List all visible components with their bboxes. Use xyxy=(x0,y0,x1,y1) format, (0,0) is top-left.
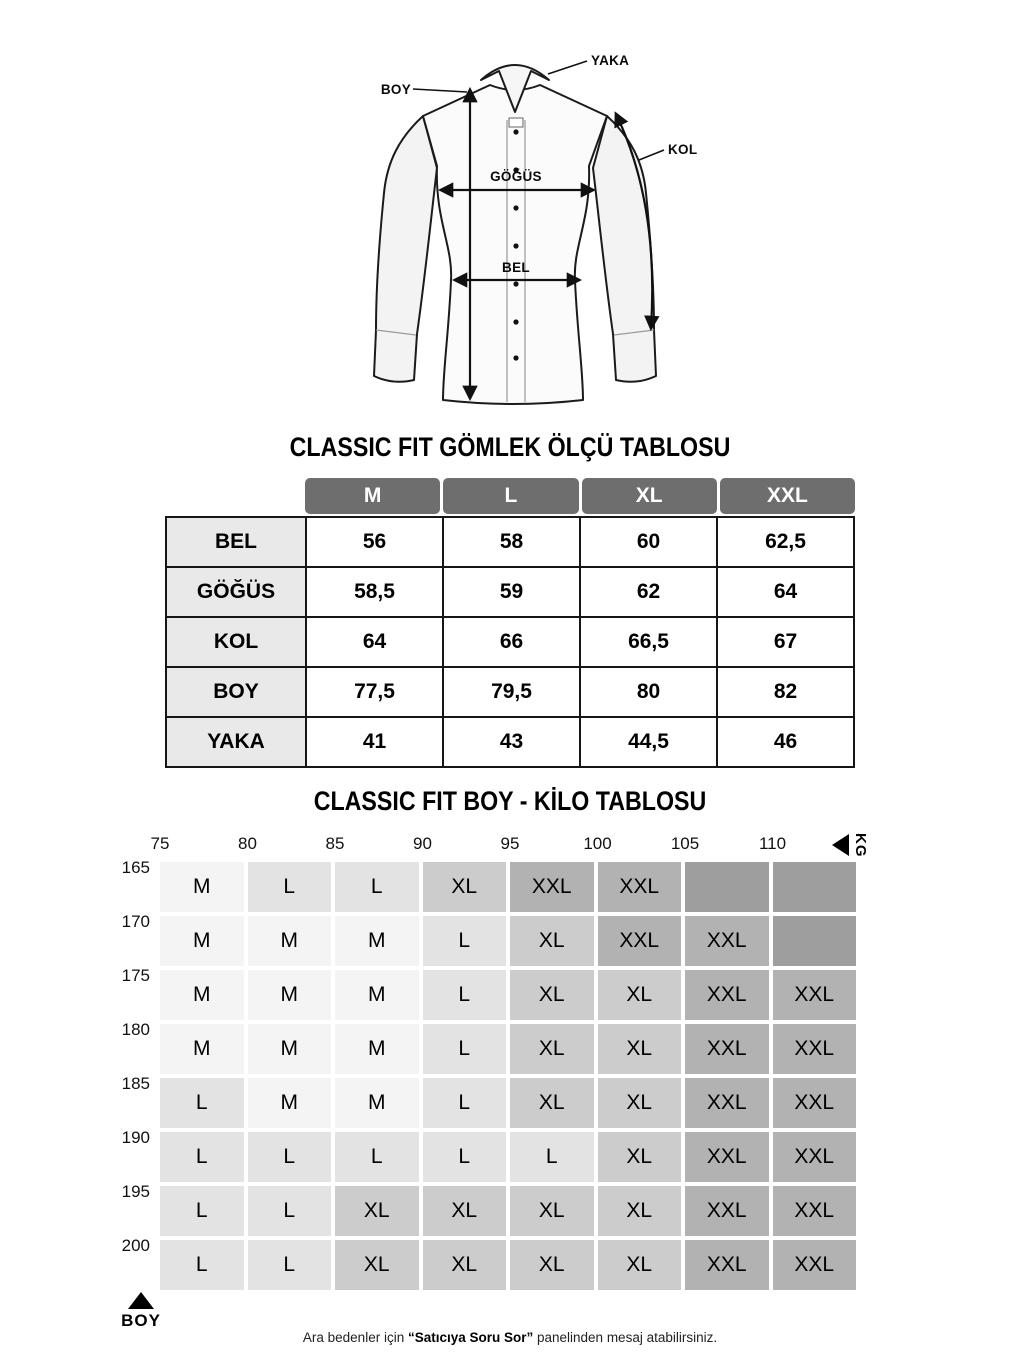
matrix-cell-xl: XL xyxy=(598,1078,682,1128)
matrix-cell-l: L xyxy=(423,916,507,966)
matrix-cell-xxl: XXL xyxy=(685,1078,769,1128)
size-table-row xyxy=(166,717,854,767)
boy-axis-label: BOY xyxy=(121,1311,161,1330)
matrix-cell-l: L xyxy=(160,1186,244,1236)
matrix-cell-l: L xyxy=(423,1078,507,1128)
matrix-cell-m: M xyxy=(160,862,244,912)
matrix-cell-xxl: XXL xyxy=(685,1132,769,1182)
matrix-cell-m: M xyxy=(248,1024,332,1074)
size-value-cell: 66,5 xyxy=(580,617,717,667)
size-table-title: CLASSIC FIT GÖMLEK ÖLÇÜ TABLOSU xyxy=(289,432,731,462)
boy-arrow-icon xyxy=(128,1292,154,1309)
kg-tick-labels xyxy=(150,834,856,858)
matrix-cell-l: L xyxy=(248,1240,332,1290)
kg-tick-label: 85 xyxy=(325,834,345,853)
matrix-cell-xxl: XXL xyxy=(773,1240,857,1290)
kg-tick-label: 110 xyxy=(758,834,787,853)
size-value-cell: 43 xyxy=(443,717,580,767)
matrix-cell-xxl: XXL xyxy=(685,1186,769,1236)
matrix-cell-l: L xyxy=(160,1132,244,1182)
size-table-row xyxy=(166,517,854,567)
button xyxy=(513,319,518,324)
label-yaka: YAKA xyxy=(591,53,630,68)
matrix-cell-m: M xyxy=(160,970,244,1020)
size-table-body xyxy=(165,516,855,768)
shirt-measurement-diagram xyxy=(285,28,745,420)
size-value-cell: 64 xyxy=(717,567,854,617)
size-value-cell: 64 xyxy=(306,617,443,667)
matrix-cell-xl: XL xyxy=(335,1186,419,1236)
button xyxy=(513,281,518,286)
matrix-cell-empty xyxy=(773,916,857,966)
matrix-cell-l: L xyxy=(423,970,507,1020)
size-column-header: XL xyxy=(582,478,717,514)
matrix-cell-l: L xyxy=(423,1132,507,1182)
matrix-cell-xxl: XXL xyxy=(773,1024,857,1074)
matrix-cell-xl: XL xyxy=(335,1240,419,1290)
matrix-cell-xl: XL xyxy=(598,1024,682,1074)
yaka-leader-line xyxy=(548,61,587,74)
size-column-header: XXL xyxy=(720,478,855,514)
size-row-label: GÖĞÜS xyxy=(166,567,306,617)
kg-axis-label: KG xyxy=(852,833,869,858)
size-value-cell: 41 xyxy=(306,717,443,767)
label-bel: BEL xyxy=(502,260,530,275)
size-table-row xyxy=(166,567,854,617)
matrix-cell-l: L xyxy=(335,1132,419,1182)
footer-text-prefix: Ara bedenler için xyxy=(302,1330,408,1345)
matrix-cell-xxl: XXL xyxy=(510,862,594,912)
height-tick-labels xyxy=(104,858,150,1290)
matrix-cell-xl: XL xyxy=(510,1186,594,1236)
matrix-cell-xl: XL xyxy=(510,970,594,1020)
size-value-cell: 67 xyxy=(717,617,854,667)
height-weight-matrix xyxy=(121,834,856,1290)
matrix-cell-xxl: XXL xyxy=(685,1024,769,1074)
matrix-cell-m: M xyxy=(160,916,244,966)
kg-tick-label: 105 xyxy=(670,834,700,853)
matrix-cell-m: M xyxy=(335,916,419,966)
matrix-cell-m: M xyxy=(335,1024,419,1074)
kol-leader-line xyxy=(639,150,664,160)
matrix-cell-xxl: XXL xyxy=(685,1240,769,1290)
matrix-cell-xl: XL xyxy=(510,1024,594,1074)
matrix-cell-l: L xyxy=(248,1132,332,1182)
matrix-cell-l: L xyxy=(248,1186,332,1236)
matrix-cell-l: L xyxy=(160,1078,244,1128)
size-value-cell: 44,5 xyxy=(580,717,717,767)
size-value-cell: 58,5 xyxy=(306,567,443,617)
matrix-cell-l: L xyxy=(423,1024,507,1074)
matrix-cell-xxl: XXL xyxy=(773,1186,857,1236)
size-value-cell: 58 xyxy=(443,517,580,567)
size-table-row xyxy=(166,617,854,667)
left-sleeve xyxy=(374,116,437,382)
matrix-cell-xl: XL xyxy=(510,1240,594,1290)
brand-label xyxy=(509,118,523,127)
size-value-cell: 60 xyxy=(580,517,717,567)
size-column-header: L xyxy=(443,478,578,514)
matrix-cell-xxl: XXL xyxy=(598,862,682,912)
matrix-cell-xxl: XXL xyxy=(773,970,857,1020)
matrix-cell-l: L xyxy=(510,1132,594,1182)
shirt-illustration xyxy=(285,28,745,420)
label-kol: KOL xyxy=(668,142,698,157)
matrix-cell-xl: XL xyxy=(423,1240,507,1290)
size-value-cell: 62,5 xyxy=(717,517,854,567)
matrix-cell-empty xyxy=(685,862,769,912)
footer-text-suffix: panelinden mesaj atabilirsiniz. xyxy=(533,1330,718,1345)
matrix-cell-xl: XL xyxy=(423,1186,507,1236)
matrix-cell-m: M xyxy=(248,916,332,966)
height-tick-label: 170 xyxy=(121,912,150,931)
matrix-cell-xl: XL xyxy=(598,970,682,1020)
size-column-header: M xyxy=(305,478,440,514)
matrix-cell-m: M xyxy=(248,970,332,1020)
matrix-grid xyxy=(160,862,856,1290)
matrix-cell-xxl: XXL xyxy=(773,1078,857,1128)
matrix-cell-l: L xyxy=(335,862,419,912)
footer-text-bold: “Satıcıya Soru Sor” xyxy=(407,1330,534,1345)
matrix-cell-xl: XL xyxy=(510,1078,594,1128)
matrix-cell-xl: XL xyxy=(423,862,507,912)
label-boy: BOY xyxy=(380,82,411,97)
height-tick-label: 185 xyxy=(121,1074,150,1093)
size-row-label: BOY xyxy=(166,667,306,717)
height-tick-label: 195 xyxy=(121,1182,150,1201)
height-tick-label: 165 xyxy=(121,858,150,877)
button xyxy=(513,243,518,248)
button xyxy=(513,205,518,210)
button xyxy=(513,129,518,134)
boy-axis-marker xyxy=(110,1292,172,1331)
size-value-cell: 46 xyxy=(717,717,854,767)
matrix-cell-empty xyxy=(773,862,857,912)
matrix-cell-xxl: XXL xyxy=(685,916,769,966)
matrix-cell-xxl: XXL xyxy=(598,916,682,966)
matrix-cell-xxl: XXL xyxy=(685,970,769,1020)
matrix-cell-xxl: XXL xyxy=(773,1132,857,1182)
size-value-cell: 56 xyxy=(306,517,443,567)
kg-tick-label: 75 xyxy=(150,834,170,853)
kg-tick-label: 100 xyxy=(583,834,612,853)
size-table-row xyxy=(166,667,854,717)
matrix-cell-xl: XL xyxy=(598,1240,682,1290)
size-row-label: YAKA xyxy=(166,717,306,767)
size-value-cell: 66 xyxy=(443,617,580,667)
matrix-cell-xl: XL xyxy=(510,916,594,966)
boy-leader-line xyxy=(413,89,467,92)
matrix-cell-m: M xyxy=(335,1078,419,1128)
matrix-cell-l: L xyxy=(248,862,332,912)
height-tick-label: 175 xyxy=(121,966,150,985)
size-table-header-row xyxy=(305,478,855,514)
size-row-label: BEL xyxy=(166,517,306,567)
matrix-cell-xl: XL xyxy=(598,1186,682,1236)
label-gogus: GÖĞÜS xyxy=(490,169,542,184)
footer-note xyxy=(0,1330,1020,1345)
size-value-cell: 62 xyxy=(580,567,717,617)
size-value-cell: 77,5 xyxy=(306,667,443,717)
size-row-label: KOL xyxy=(166,617,306,667)
size-table xyxy=(165,478,855,768)
kg-tick-label: 80 xyxy=(238,834,257,853)
matrix-title: CLASSIC FIT BOY - KİLO TABLOSU xyxy=(313,786,707,816)
size-value-cell: 79,5 xyxy=(443,667,580,717)
size-value-cell: 80 xyxy=(580,667,717,717)
matrix-cell-m: M xyxy=(160,1024,244,1074)
kg-tick-label: 95 xyxy=(500,834,520,853)
kg-tick-label: 90 xyxy=(413,834,432,853)
matrix-cell-l: L xyxy=(160,1240,244,1290)
right-sleeve xyxy=(593,116,656,382)
height-tick-label: 200 xyxy=(121,1236,150,1255)
height-tick-label: 190 xyxy=(121,1128,150,1147)
size-value-cell: 82 xyxy=(717,667,854,717)
matrix-cell-m: M xyxy=(248,1078,332,1128)
height-tick-label: 180 xyxy=(121,1020,150,1039)
button xyxy=(513,355,518,360)
matrix-cell-xl: XL xyxy=(598,1132,682,1182)
matrix-cell-m: M xyxy=(335,970,419,1020)
size-value-cell: 59 xyxy=(443,567,580,617)
